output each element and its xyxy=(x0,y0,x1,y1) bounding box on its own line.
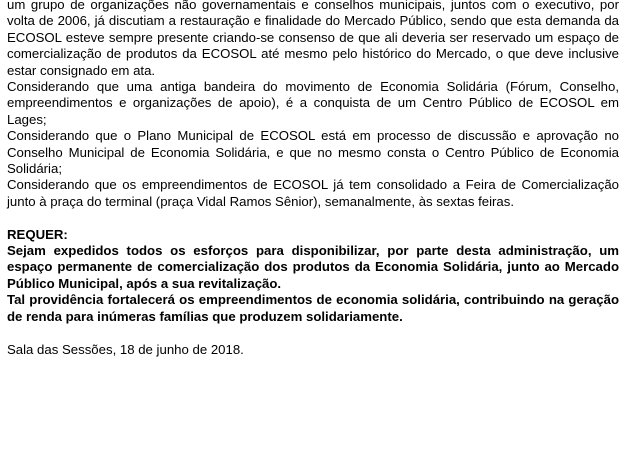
spacer xyxy=(7,325,619,341)
requer-paragraph-esforcos: Sejam expedidos todos os esforços para disponibilizar, por parte desta administração, um espaço permanente de comercialização dos produtos da Economia Solidária, junto ao Mercado Público Municipal, após a sua revitalização. xyxy=(7,243,619,291)
requer-heading: REQUER: xyxy=(7,226,68,242)
paragraph-intro: um grupo de organizações não governamentais e conselhos municipais, juntos com o executivo, por volta de 2006, já discutiam a restauração e finalidade do Mercado Público, sendo que esta demanda da ECOSOL esteve sempre presente criando-se consenso de que ali deveria ser reservado um espaço de comercialização de produtos da ECOSOL até mesmo pelo histórico do Mercado, o que deve inclusive estar consignado em ata. xyxy=(7,0,619,78)
paragraph-considerando-plano: Considerando que o Plano Municipal de ECOSOL está em processo de discussão e aprovação no Conselho Municipal de Economia Solidária, e que no mesmo consta o Centro Público de Economia Solidária; xyxy=(7,128,619,177)
document-page xyxy=(7,0,619,358)
spacer xyxy=(7,210,619,226)
paragraph-considerando-bandeira: Considerando que uma antiga bandeira do movimento de Economia Solidária (Fórum, Conselho, empreendimentos e organizações de apoio), é a conquista de um Centro Público de ECOSOL em Lages; xyxy=(7,79,619,127)
requer-paragraph-providencia: Tal providência fortalecerá os empreendimentos de economia solidária, contribuindo na geração de renda para inúmeras famílias que produzem solidariamente. xyxy=(7,292,619,324)
paragraph-considerando-feira: Considerando que os empreendimentos de ECOSOL já tem consolidado a Feira de Comercialização junto à praça do terminal (praça Vidal Ramos Sênior), semanalmente, às sextas feiras. xyxy=(7,177,619,209)
closing-line: Sala das Sessões, 18 de junho de 2018. xyxy=(7,341,244,357)
